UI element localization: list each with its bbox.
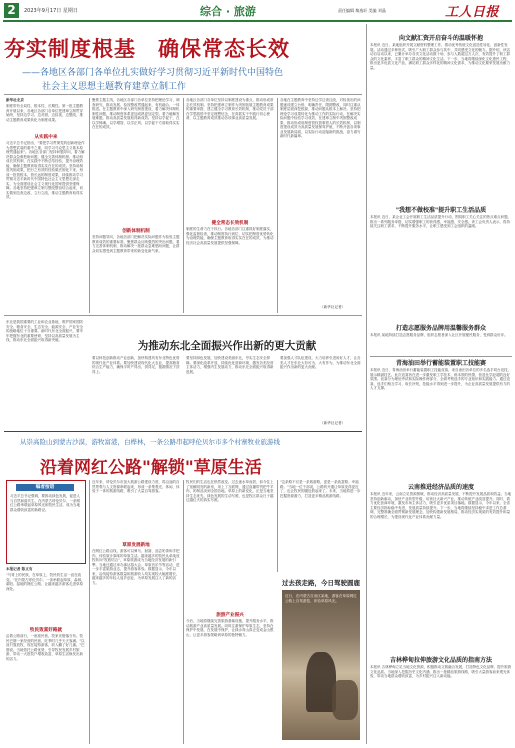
feature-col-2: 近年来，呼伦贝尔市加大旅游公路建设力度，将沿途的自然景观与人文资源串联起来，形成一条集观光、休闲、体验于一体的旅游线路，吸引了大量自驾游客。: [92, 480, 180, 493]
issue-date: 2023年9月17日 星期日: [24, 8, 78, 14]
lead-col-1: 制度带有全局性、根本性、长期性。第一批主题教育开展以来，各地区各部门各单位把建章立制贯穿始终，坚持边学习、边对照、边检视、边整改，推动主题教育成果转化为制度成果。: [6, 104, 83, 122]
masthead-logo: 工人日报: [445, 5, 500, 20]
feature-col-rule-2: [183, 480, 184, 744]
feature-col-4: "这条路不仅是一条旅游路，更是一条致富路、幸福路。"当地一位干部说，公路的开通让草原变得更近了，也让牧民的腰包鼓起来了。未来，当地将进一步挖掘资源潜力，打造更多精品旅游线路。: [280, 480, 361, 498]
right-mid-title: "我想不做校准"提升职工生活品质: [395, 207, 487, 214]
right-top-title: 向文献汇资开启奋斗的温暖怀抱: [398, 35, 483, 42]
photo-overlay-text: 近日，在内蒙古自治区某地，游客在草原网红公路上自驾游览，体验草原风光。: [285, 594, 357, 603]
photo-rock: [332, 680, 358, 720]
feature-quote-title: 编者按语: [16, 484, 74, 491]
right-s2-title: 云南推进经济品质的速度: [407, 484, 474, 491]
commentary-end-note: （新华社记者）: [320, 421, 346, 425]
lead-col-rule-2: [183, 98, 184, 313]
lead-col-2: 聚焦主题主线，各地区各部门各单位坚持把理论学习、调查研究、推动发展、检视整改贯通起来，有机融合、一体推进。在主题教育中深入研究制度建设，着力解决体制机制性问题，推动制度体系更加成熟更加定型。着力破解发展难题，推动高质量发展取得新成效。坚持以学促干，在以学铸魂、以学增智、以学正风、以学促干方面取得实实在在的成效。: [92, 98, 180, 129]
photo-caption: 过去孩走路，今日驾驶圆鹿: [282, 579, 360, 587]
feature-top-rule: [4, 431, 362, 432]
section-title: 综合 · 旅游: [200, 5, 256, 18]
commentary-col-2: 要以科技创新推动产业创新，加快构建具有东北特色优势的现代化产业体系。要加快建设现代化大农业，提高粮食综合生产能力，确保平时产得出、供得足，极端情况下顶得上。: [92, 356, 180, 374]
commentary-top-rule: [4, 315, 362, 316]
right-mid-body: 本报讯 近日，某企业工会开展职工生活品质提升行动，围绕职工关心关注的热点难点问题，推出一系列服务举措，切实增强职工的获得感、幸福感、安全感。该工会负责人表示，将持续关注职工需求，不断提升服务水平，让职工感受到工会组织的温暖。: [370, 215, 512, 228]
lead-headline: 夯实制度根基 确保常态长效: [4, 37, 290, 61]
feature-col-3b: 今后，当地将继续完善旅游基础设施，提升服务水平，推动旅游产业高质量发展。同时注重保护草原生态，坚持在保护中发展、在发展中保护，让绿水青山真正变成金山银山，让更多游客领略到草原的独特魅力。: [186, 619, 274, 637]
right-low-title: 打造志愿服务品牌用温馨服务群众: [395, 325, 486, 332]
commentary-headline: 为推动东北全面振兴作出新的更大贡献: [137, 340, 317, 352]
feature-kicker: 从崇高险山到蒙古沙漠，游牧富港，白桦林，一条公路串起呼伦贝尔市多个村寨牧业旅游线: [20, 438, 280, 446]
feature-col-2b: 在网红公路沿线，游客可以骑马、射箭、品尝奶茶和手把肉，体验原汁原味的草原生活。越来越多的牧民从单纯放牧转向"牧旅结合"，草原旅游成为当地经济发展的新引擎。当地还通过举办那达慕大会、草原音乐节等活动，进一步丰富旅游业态，提升游客体验。数据显示，今年以来，沿线接待游客数量和旅游收入均实现较大幅度增长，越来越多的年轻人返乡创业，为草原发展注入了新的活力。: [92, 549, 180, 585]
right-s1-rule: [370, 356, 512, 357]
commentary-col-4: 要加强人才队伍建设，大力培养引进用好人才，让各类人才在东北大有可为、大有作为，为推动东北全面振兴作出新的更大贡献。: [280, 356, 361, 369]
right-s1-title: 青海油田举行蓄能装置职工技能赛: [395, 360, 486, 367]
section-editors: 责任编辑 黎逸轩 美编 刘晶: [338, 8, 386, 13]
right-s1-body: 本报讯 近日，青海油田举行蓄能装置职工技能竞赛，来自油田各单位的多名选手同台竞技，展示精湛技艺。此次竞赛旨在进一步激发职工学技术、练本领的热情，营造比学赶超的良好氛围。竞赛分为理论考试和实际操作两部分，全面考察选手的专业知识和实践能力。通过竞赛，选手们相互学习、取长补短，技能水平得到进一步提升，为企业高质量发展提供有力的人才支撑。: [370, 368, 512, 390]
header-rule: [3, 20, 512, 22]
lead-sub-3: 健全常态长效机制: [211, 221, 249, 226]
commentary-col-3: 要坚持绿色发展，加快建设美丽东北，夯实生态安全屏障。要深化改革开放，持续优化营商环境，激发各类经营主体活力，增强内生发展动力，推动东北全面振兴取得新进展。: [186, 356, 274, 374]
feature-col-rule-1: [89, 480, 90, 744]
lead-byline: 新华社北京: [6, 98, 24, 102]
lead-col-1b: 习近平总书记指出，"要把学习贯彻党的创新理论作为思想武装的重中之重，同学习马克思主义基本原理贯通起来"。各地区各部门坚持问题导向，着力解决群众急难愁盼问题，健全完善体制机制，推动形成长效机制，在实践中不断总结经验，提升治理效能，确保主题教育取得实实在在的成效。坚持用制度巩固成果，把行之有效的经验做法固化下来，形成一批管根本、管长远的制度成果，持续推动学习贯彻习近平新时代中国特色社会主义思想走深走实，为全面建设社会主义现代化国家提供坚强保障。各地坚持把建章立制与整改整治结合起来，切实做到边查边改、立行立改，推动主题教育取得实效。: [6, 141, 85, 199]
lead-subheadline-2: 社会主义思想主题教育建章立制工作: [42, 82, 187, 92]
lead-sub-2: 创新体制机制: [122, 229, 150, 234]
right-s3-title: 吉林桦甸拉伸旅游文化品质的指南方法: [389, 657, 492, 664]
lead-sub-1: 从实践中来: [34, 135, 58, 140]
feature-sub-b: 草原发展新地: [122, 543, 150, 548]
lead-col-rule-3: [277, 98, 278, 313]
feature-col-1: "马背上的民族，在草原上，牧民的生活一直在改变。"在内蒙古呼伦贝尔，一条串联起草原、森林、湖泊、湿地的网红公路，让越来越多游客走进草原深处。: [6, 573, 85, 591]
feature-headline: 沿着网红公路"解锁"草原生活: [40, 458, 262, 478]
lead-col-3: 各地区各部门各单位坚持以制度建设为重点，推动形成常态长效机制。坚持把建章立制作为巩固拓展主题教育成果的重要举措，建立健全学习教育长效机制，推动党员干部在学思践悟中坚定理想信念，在真抓实干中践行初心使命，以主题教育成效推动各项事业高质量发展。: [186, 98, 274, 120]
feature-col-1b: 沿着公路前行，一座座民宿、牧家乐错落分布。牧民巴图一家经营的民宿，旺季时几乎天天客满。"以前只靠放牧，现在接待游客，收入翻了好几番。"巴图说。当地依托公路优势，引导牧民发展乡村旅游，带动一大批牧户增收致富，草原生活焕发出新的活力。: [6, 634, 85, 661]
feature-col-3: 牧民们的生活也在悄然改变。过去逐水草而居，如今住上了宽敞明亮的新房，用上了互联网，通过直播带货把牛羊肉、奶制品卖到全国各地。草原上的新变化，正是当地坚持生态优先、绿色发展的生动写照，也是牧区群众日子越过越红火的真实写照。: [186, 480, 274, 502]
feature-col-rule-3: [277, 480, 278, 572]
right-col-rule: [366, 24, 367, 744]
feature-sub-a: 牧民致富好路就: [29, 628, 63, 633]
right-top-body: 本报讯 近日，某地组织开展文献资料整理工作，推动优秀传统文化创造性转化、创新性发展。活动通过多种形式，吸引广大职工群众参与其中，共同感受文化的魅力。据介绍，该活动自启动以来，已累计举办各类文化活动数十场，参与人数超过万人次，有效提升了职工群众的文化素养，丰富了职工群众的精神文化生活。下一步，当地将继续深化文化惠民工程，推出更多优质文化产品，满足职工群众多样化的精神文化需求，为推动文化繁荣发展贡献力量。: [370, 43, 510, 70]
lead-col-2b: 坚持问题导向，各地各部门把解决实际问题作为检验主题教育成效的重要标准，聚焦群众反映强烈的突出问题，着力完善体制机制，推动解决一批群众急难愁盼问题，让群众切实感受到主题教育带来的新变化新气象。: [92, 235, 180, 253]
right-low-body: 本报讯 某地持续打造志愿服务品牌，组织志愿者深入社区开展便民服务，受到群众好评。: [370, 333, 508, 337]
right-s2-body: 本报讯 近年来，云南立足资源禀赋，推动经济高质量发展，不断提升发展品质和效益。当地坚持创新驱动，加快产业转型升级，培育壮大新兴产业，推动传统产业改造提升。同时，着力优化营商环境，激发市场主体活力，吸引更多优质项目落地。数据显示，今年以来，全省主要经济指标稳中有进，发展质量持续提升。下一步，当地将继续坚持稳中求进工作总基调，完整准确全面贯彻新发展理念，加快构建新发展格局，推动经济实现质的有效提升和量的合理增长，为建设现代化产业体系贡献力量。: [370, 492, 512, 519]
lead-subheadline-1: ——各地区各部门各单位扎实做好学习贯彻习近平新时代中国特色: [22, 68, 284, 78]
commentary-col-1: 东北是我国重要的工业和农业基地，维护国家国防安全、粮食安全、生态安全、能源安全、产业安全的战略地位十分重要。新时代东北全面振兴，要牢牢把握东北的重要使命，坚持以高质量发展为主线，推动东北全面振兴取得新突破。: [6, 320, 83, 342]
right-s3-body: 本报讯 吉林桦甸立足当地文化资源，积极推动文旅融合发展，打造特色文化品牌，提升旅游文化品质。当地深入挖掘历史文化内涵，推出一批精品旅游线路，吸引大量游客前来观光体验，带动当地群众增收致富，为乡村振兴注入新动能。: [370, 665, 512, 678]
lead-end-note: （新华社记者）: [320, 305, 346, 309]
lead-col-3b: 制度的生命力在于执行。各地各部门注重抓好制度落实，强化监督检查，推动制度执行到位，切实把制度优势转化为治理效能，确保主题教育取得实实在在的成效，为推动经济社会高质量发展提供坚强保障。: [186, 227, 274, 245]
feature-photo: [282, 590, 360, 740]
feature-byline: 本报记者 陈文有: [6, 567, 33, 571]
feature-quote-text: 习近平总书记强调，要推动绿色发展，促进人与自然和谐共生。在内蒙古呼伦贝尔，一条网红公路串联起草原风光和牧民生活，成为当地群众增收致富的新路径。: [10, 494, 80, 512]
lead-divider: [4, 94, 362, 95]
lead-col-4: 各地在主题教育中坚持边学边查边改，对检视出的问题逐项建立台账、明确责任、限期整改，同时注重从制度层面深挖根源，推动问题从根本上解决。坚持把理论学习成果转化为推动工作的实际行动，在解决实际问题中检验学习成效，在建章立制中巩固整改成果，推动形成用制度管权管事管人的长效机制，以制度建设成效为高质量发展保驾护航，不断开创各项事业发展新局面，以实际行动迎接新的挑战，奋力谱写新时代新篇章。: [280, 98, 361, 138]
feature-sub-c: 旅游产业振兴: [216, 613, 244, 618]
page-number-box: 2: [4, 3, 19, 18]
lead-col-rule-1: [89, 98, 90, 313]
